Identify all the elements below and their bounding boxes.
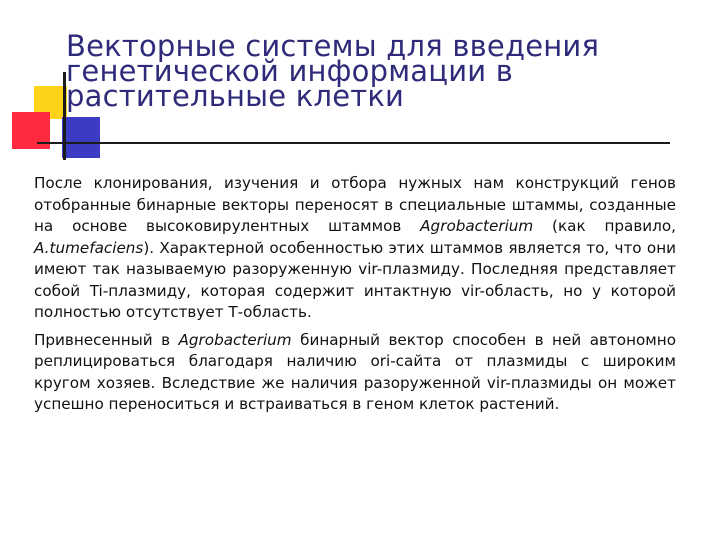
decor-blue-square: [62, 117, 100, 158]
decor-horizontal-line: [37, 142, 670, 144]
body-paragraph-2: [34, 330, 676, 416]
paragraph-1-genus-name: Agrobacterium: [420, 217, 534, 235]
paragraph-1-text: (как правило,: [533, 217, 676, 235]
slide-title-line-1: Векторные системы для введения: [66, 29, 600, 63]
slide-title-line-3: растительные клетки: [66, 79, 405, 113]
body-paragraph-1: [34, 173, 676, 324]
slide-body: [34, 173, 676, 422]
paragraph-1-species-name: A.tumefaciens: [34, 238, 144, 257]
paragraph-2-genus-name: Agrobacterium: [178, 330, 292, 349]
paragraph-2-text: бинарный вектор способен в ней автономно реплицироваться благодаря наличию ori-сайта от плазмиды с широким кругом хозяев. Вследствие же наличия разоруженной vir-плазмиды он может успешно переноситься и встраиваться в геном клеток растений.: [34, 330, 676, 413]
slide-title: [66, 29, 686, 113]
slide-title-line-2: генетической информации в: [66, 54, 514, 88]
paragraph-2-text: Привнесенный в: [34, 330, 179, 349]
paragraph-1-text: После клонирования, изучения и отбора нужных нам конструкций генов отобранные бинарные векторы переносят в специальные штаммы, созданные на основе высоковирулентных штаммов: [34, 174, 676, 235]
paragraph-1-text: ). Характерной особенностью этих штаммов является то, что они имеют так называемую разоруженную vir-плазмиду. Последняя представляет собой Ti-плазмиду, которая содержит интактную vir-область, но у которой полностью отсутствует Т-область.: [34, 238, 676, 321]
